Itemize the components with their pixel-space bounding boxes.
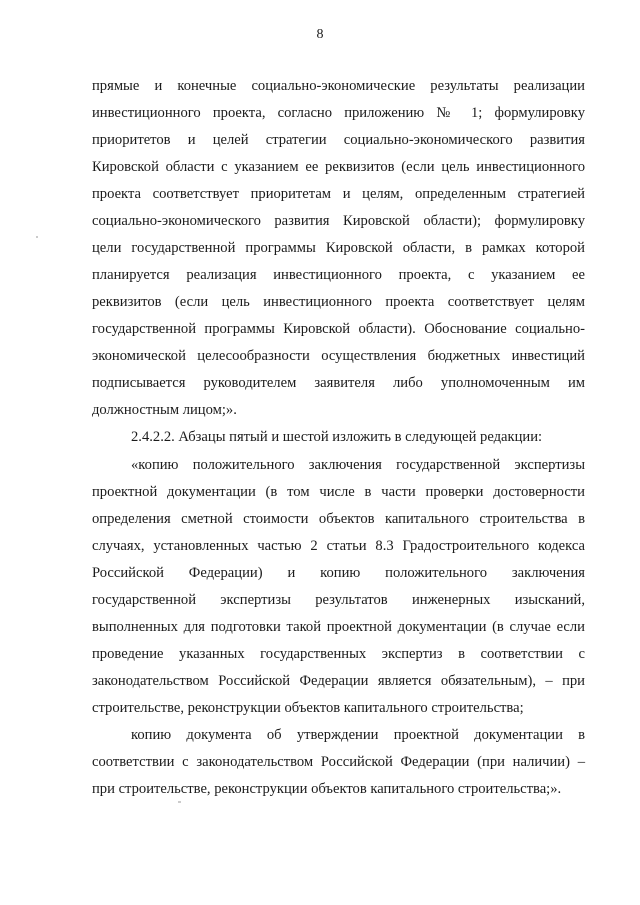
text-line: планируется реализация инвестиционного проекта, с указанием ее	[92, 267, 585, 283]
text-line: соответствии с законодательством Российской Федерации (при наличии) –	[92, 754, 585, 770]
text-line: цели государственной программы Кировской области, в рамках которой	[92, 240, 585, 256]
text-line: «копию положительного заключения государственной экспертизы	[131, 457, 585, 473]
text-line: экономической целесообразности осуществления бюджетных инвестиций	[92, 348, 585, 364]
text-line: подписывается руководителем заявителя либо уполномоченным им	[92, 375, 585, 391]
text-line: законодательством Российской Федерации является обязательным), – при	[92, 673, 585, 689]
text-line: строительстве, реконструкции объектов капитального строительства;	[92, 700, 524, 716]
text-line: копию документа об утверждении проектной документации в	[131, 727, 585, 743]
text-line: проектной документации (в том числе в части проверки достоверности	[92, 484, 585, 500]
text-line: Кировской области с указанием ее реквизитов (если цель инвестиционного	[92, 159, 585, 175]
text-line: социально-экономического развития Кировской области); формулировку	[92, 213, 585, 229]
text-line: определения сметной стоимости объектов капитального строительства в	[92, 511, 585, 527]
text-line: государственной экспертизы результатов инженерных изысканий,	[92, 592, 585, 608]
text-line: выполненных для подготовки такой проектной документации (в случае если	[92, 619, 585, 635]
text-line: реквизитов (если цель инвестиционного проекта соответствует целям	[92, 294, 585, 310]
text-line: Российской Федерации) и копию положительного заключения	[92, 565, 585, 581]
page-number: 8	[316, 27, 324, 42]
text-line: проведение указанных государственных экспертиз в соответствии с	[92, 646, 585, 662]
text-line: государственной программы Кировской области). Обоснование социально-	[92, 321, 585, 337]
scan-dot	[36, 236, 38, 238]
text-line: проекта соответствует приоритетам и целям, определенным стратегией	[92, 186, 585, 202]
paragraph-heading: 2.4.2.2. Абзацы пятый и шестой изложить в следующей редакции:	[131, 429, 543, 445]
text-line: инвестиционного проекта, согласно приложению № 1; формулировку	[92, 105, 585, 121]
scan-dot	[178, 801, 181, 803]
text-line: прямые и конечные социально-экономические результаты реализации	[92, 78, 585, 94]
text-line: случаях, установленных частью 2 статьи 8.3 Градостроительного кодекса	[92, 538, 585, 554]
text-line: должностным лицом;».	[92, 402, 237, 418]
text-line: приоритетов и целей стратегии социально-экономического развития	[92, 132, 585, 148]
text-line: при строительстве, реконструкции объектов капитального строительства;».	[92, 781, 562, 797]
